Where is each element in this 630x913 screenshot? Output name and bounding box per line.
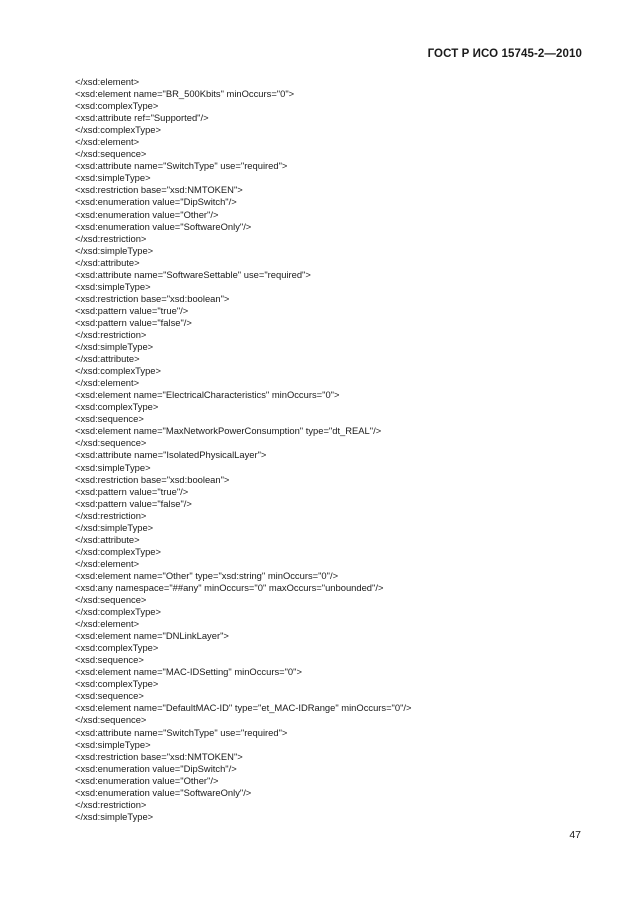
xsd-code-block [75, 76, 595, 823]
code-line: </xsd:attribute> [75, 353, 140, 365]
code-line: <xsd:attribute name="SwitchType" use="required"> [75, 726, 288, 738]
code-line: <xsd:complexType> [75, 678, 159, 690]
code-line: </xsd:attribute> [75, 533, 140, 545]
code-line: <xsd:enumeration value="SoftwareOnly"/> [75, 786, 252, 798]
code-line: </xsd:simpleType> [75, 810, 154, 822]
code-line: </xsd:element> [75, 136, 140, 148]
code-line: <xsd:attribute name="SwitchType" use="required"> [75, 160, 288, 172]
code-line: </xsd:complexType> [75, 606, 161, 618]
code-line: <xsd:complexType> [75, 642, 159, 654]
code-line: <xsd:pattern value="true"/> [75, 485, 189, 497]
code-line: <xsd:element name="MAC-IDSetting" minOccurs="0"> [75, 666, 302, 678]
code-line: </xsd:restriction> [75, 509, 147, 521]
code-line: <xsd:enumeration value="DipSwitch"/> [75, 762, 237, 774]
code-line: <xsd:complexType> [75, 100, 159, 112]
code-line: </xsd:restriction> [75, 328, 147, 340]
code-line: </xsd:element> [75, 557, 140, 569]
code-line: <xsd:attribute name="SoftwareSettable" use="required"> [75, 268, 311, 280]
code-line: </xsd:element> [75, 618, 140, 630]
code-line: </xsd:complexType> [75, 365, 161, 377]
code-line: </xsd:simpleType> [75, 244, 154, 256]
code-line: <xsd:enumeration value="DipSwitch"/> [75, 196, 237, 208]
code-line: <xsd:any namespace="##any" minOccurs="0" maxOccurs="unbounded"/> [75, 581, 384, 593]
code-line: </xsd:sequence> [75, 437, 147, 449]
code-line: <xsd:attribute name="IsolatedPhysicalLayer"> [75, 449, 267, 461]
code-line: </xsd:restriction> [75, 798, 147, 810]
code-line: <xsd:complexType> [75, 401, 159, 413]
code-line: </xsd:simpleType> [75, 521, 154, 533]
code-line: <xsd:pattern value="true"/> [75, 304, 189, 316]
code-line: <xsd:attribute ref="Supported"/> [75, 112, 209, 124]
code-line: </xsd:complexType> [75, 124, 161, 136]
code-line: <xsd:element name="BR_500Kbits" minOccurs="0"> [75, 88, 295, 100]
code-line: <xsd:restriction base="xsd:boolean"> [75, 292, 230, 304]
code-line: </xsd:sequence> [75, 714, 147, 726]
code-line: <xsd:restriction base="xsd:boolean"> [75, 473, 230, 485]
code-line: <xsd:simpleType> [75, 461, 151, 473]
code-line: <xsd:restriction base="xsd:NMTOKEN"> [75, 750, 243, 762]
code-line: <xsd:enumeration value="SoftwareOnly"/> [75, 220, 252, 232]
document-header: ГОСТ Р ИСО 15745-2—2010 [427, 48, 582, 60]
code-line: </xsd:attribute> [75, 256, 140, 268]
code-line: <xsd:enumeration value="Other"/> [75, 208, 219, 220]
code-line: <xsd:simpleType> [75, 280, 151, 292]
code-line: <xsd:sequence> [75, 413, 144, 425]
code-line: <xsd:element name="ElectricalCharacteristics" minOccurs="0"> [75, 389, 340, 401]
code-line: <xsd:element name="MaxNetworkPowerConsumption" type="dt_REAL"/> [75, 425, 382, 437]
code-line: <xsd:element name="DNLinkLayer"> [75, 630, 229, 642]
code-line: <xsd:simpleType> [75, 738, 151, 750]
code-line: <xsd:element name="Other" type="xsd:string" minOccurs="0"/> [75, 569, 339, 581]
code-line: </xsd:simpleType> [75, 341, 154, 353]
code-line: </xsd:complexType> [75, 545, 161, 557]
code-line: <xsd:sequence> [75, 690, 144, 702]
code-line: <xsd:restriction base="xsd:NMTOKEN"> [75, 184, 243, 196]
code-line: <xsd:sequence> [75, 654, 144, 666]
code-line: </xsd:element> [75, 76, 140, 87]
code-line: </xsd:sequence> [75, 594, 147, 606]
code-line: <xsd:enumeration value="Other"/> [75, 774, 219, 786]
code-line: <xsd:element name="DefaultMAC-ID" type="et_MAC-IDRange" minOccurs="0"/> [75, 702, 412, 714]
code-line: </xsd:restriction> [75, 232, 147, 244]
code-line: </xsd:element> [75, 377, 140, 389]
code-line: </xsd:sequence> [75, 148, 147, 160]
code-line: <xsd:pattern value="false"/> [75, 316, 192, 328]
code-line: <xsd:pattern value="false"/> [75, 497, 192, 509]
page-number: 47 [569, 829, 581, 841]
code-line: <xsd:simpleType> [75, 172, 151, 184]
